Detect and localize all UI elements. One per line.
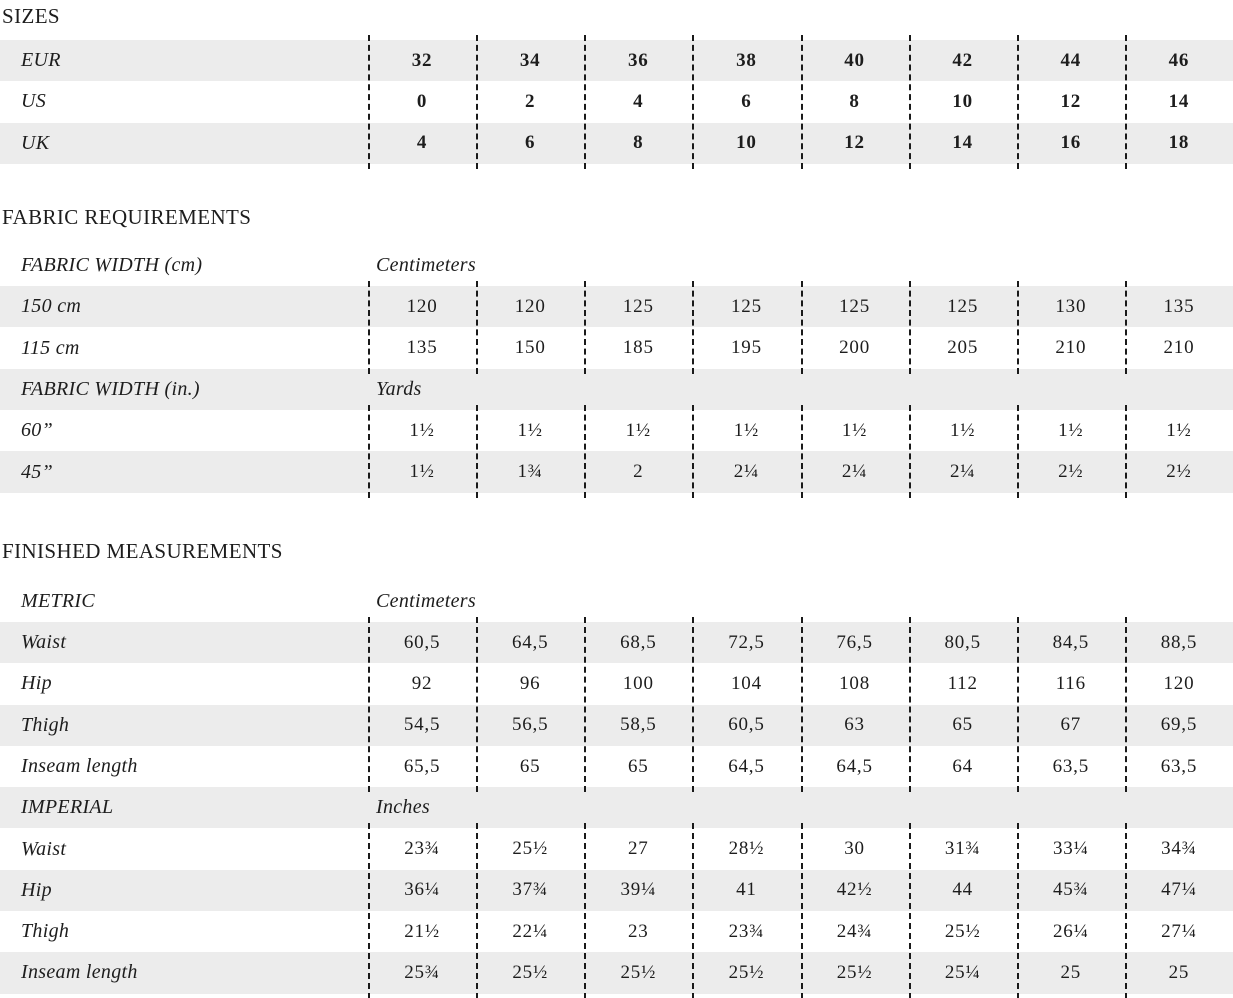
value-cell: 65,5 xyxy=(403,755,441,777)
value-cell: 104 xyxy=(730,672,762,694)
row-label: 150 cm xyxy=(21,295,82,318)
value-cell: 120 xyxy=(406,295,438,317)
value-cell: 23¾ xyxy=(728,920,765,942)
value-cell: 18 xyxy=(1168,132,1190,154)
value-cell: 58,5 xyxy=(620,714,657,736)
row-label: Hip xyxy=(21,672,52,695)
finished-measurements-table xyxy=(0,581,1233,994)
value-cell: 25½ xyxy=(944,920,981,942)
value-cell: 2¼ xyxy=(950,461,976,483)
table-subheader-row xyxy=(0,581,1233,622)
value-cell: 44 xyxy=(1060,49,1082,71)
value-cell: 2½ xyxy=(1058,461,1084,483)
table-row xyxy=(0,286,1233,327)
value-cell: 37¾ xyxy=(512,879,549,901)
value-cell: 60,5 xyxy=(728,714,765,736)
value-cell: 36¼ xyxy=(404,879,440,901)
value-cell: 135 xyxy=(1163,295,1195,317)
table-row xyxy=(0,705,1233,746)
value-cell: 0 xyxy=(416,90,428,112)
value-cell: 2 xyxy=(633,461,644,483)
value-cell: 25½ xyxy=(620,961,657,983)
table-subheader-row xyxy=(0,245,1233,286)
table-row-group xyxy=(0,410,1233,493)
table-row xyxy=(0,746,1233,787)
unit-label: Inches xyxy=(376,796,430,819)
section-title-fabric-requirements: FABRIC REQUIREMENTS xyxy=(2,204,252,229)
value-cell: 92 xyxy=(411,672,433,694)
row-label: UK xyxy=(21,131,50,154)
section-title-sizes: SIZES xyxy=(2,4,61,28)
value-cell: 6 xyxy=(525,132,536,154)
unit-label: Centimeters xyxy=(376,589,476,612)
section-sizes xyxy=(0,0,1233,164)
value-cell: 44 xyxy=(952,879,973,901)
value-cell: 24¾ xyxy=(836,920,873,942)
value-cell: 1¾ xyxy=(517,461,543,483)
value-cell: 96 xyxy=(519,672,541,694)
value-cell: 195 xyxy=(730,337,762,359)
row-label: Hip xyxy=(21,878,52,901)
value-cell: 112 xyxy=(947,672,978,694)
section-fabric-requirements xyxy=(0,206,1233,493)
section-finished-measurements xyxy=(0,540,1233,994)
value-cell: 12 xyxy=(1060,90,1082,112)
value-cell: 56,5 xyxy=(511,714,549,736)
value-cell: 69,5 xyxy=(1160,714,1198,736)
value-cell: 25 xyxy=(1060,961,1082,983)
value-cell: 10 xyxy=(736,132,757,154)
value-cell: 46 xyxy=(1168,49,1190,71)
value-cell: 68,5 xyxy=(620,631,657,653)
value-cell: 26¼ xyxy=(1052,920,1089,942)
value-cell: 210 xyxy=(1163,337,1195,359)
value-cell: 4 xyxy=(633,90,644,112)
value-cell: 1½ xyxy=(409,419,435,441)
value-cell: 33¼ xyxy=(1052,838,1089,860)
value-cell: 45¾ xyxy=(1052,879,1089,901)
value-cell: 64,5 xyxy=(836,755,873,777)
value-cell: 34 xyxy=(519,49,541,71)
value-cell: 135 xyxy=(406,337,438,359)
unit-label: Yards xyxy=(376,377,422,400)
value-cell: 40 xyxy=(844,49,865,71)
table-row xyxy=(0,952,1233,993)
table-row xyxy=(0,81,1233,122)
row-label: Waist xyxy=(21,837,67,860)
value-cell: 64 xyxy=(952,755,973,777)
value-cell: 60,5 xyxy=(403,631,441,653)
table-row xyxy=(0,870,1233,911)
value-cell: 2 xyxy=(525,90,536,112)
row-label: FABRIC WIDTH (in.) xyxy=(21,377,200,400)
value-cell: 64,5 xyxy=(511,631,549,653)
value-cell: 200 xyxy=(839,337,871,359)
value-cell: 125 xyxy=(730,295,762,317)
value-cell: 31¾ xyxy=(944,838,981,860)
value-cell: 42 xyxy=(952,49,973,71)
value-cell: 88,5 xyxy=(1160,631,1198,653)
row-label: 45” xyxy=(21,460,54,483)
table-row xyxy=(0,622,1233,663)
row-label: 60” xyxy=(21,419,54,442)
table-row-group xyxy=(0,828,1233,993)
value-cell: 4 xyxy=(416,132,428,154)
value-cell: 6 xyxy=(741,90,752,112)
value-cell: 116 xyxy=(1055,672,1086,694)
value-cell: 23¾ xyxy=(404,838,440,860)
value-cell: 54,5 xyxy=(403,714,441,736)
value-cell: 28½ xyxy=(728,838,765,860)
value-cell: 1½ xyxy=(950,419,976,441)
value-cell: 32 xyxy=(411,49,433,71)
value-cell: 16 xyxy=(1060,132,1082,154)
row-label: 115 cm xyxy=(21,336,80,359)
value-cell: 14 xyxy=(952,132,973,154)
value-cell: 25 xyxy=(1168,961,1190,983)
value-cell: 125 xyxy=(947,295,979,317)
value-cell: 1½ xyxy=(1166,419,1192,441)
value-cell: 39¼ xyxy=(620,879,657,901)
table-row-group xyxy=(0,622,1233,787)
value-cell: 8 xyxy=(633,132,644,154)
value-cell: 1½ xyxy=(733,419,760,441)
value-cell: 1½ xyxy=(517,419,543,441)
value-cell: 65 xyxy=(628,755,649,777)
value-cell: 72,5 xyxy=(728,631,765,653)
value-cell: 80,5 xyxy=(944,631,981,653)
value-cell: 76,5 xyxy=(836,631,873,653)
value-cell: 25½ xyxy=(836,961,873,983)
value-cell: 2¼ xyxy=(733,461,760,483)
row-label: METRIC xyxy=(21,589,96,612)
table-row xyxy=(0,123,1233,164)
value-cell: 25¼ xyxy=(944,961,981,983)
table-row xyxy=(0,410,1233,451)
value-cell: 205 xyxy=(947,337,979,359)
row-label: IMPERIAL xyxy=(21,796,114,819)
value-cell: 2½ xyxy=(1166,461,1192,483)
table-row-group xyxy=(0,40,1233,164)
row-label: Inseam length xyxy=(21,755,138,777)
sizes-table xyxy=(0,40,1233,164)
row-label: Waist xyxy=(21,631,67,654)
value-cell: 100 xyxy=(622,672,654,694)
value-cell: 1½ xyxy=(625,419,651,441)
row-label: Inseam length xyxy=(21,961,138,984)
table-row xyxy=(0,828,1233,869)
table-row xyxy=(0,451,1233,492)
value-cell: 125 xyxy=(839,295,871,317)
value-cell: 41 xyxy=(736,879,757,901)
table-row xyxy=(0,327,1233,368)
row-label: FABRIC WIDTH (cm) xyxy=(21,254,203,277)
table-row xyxy=(0,911,1233,952)
value-cell: 65 xyxy=(952,714,973,736)
section-title-finished-measurements: FINISHED MEASUREMENTS xyxy=(2,538,283,563)
value-cell: 23 xyxy=(628,920,649,942)
value-cell: 120 xyxy=(1163,672,1195,694)
table-row xyxy=(0,40,1233,81)
unit-label: Centimeters xyxy=(376,254,476,277)
value-cell: 63,5 xyxy=(1052,755,1090,777)
value-cell: 65 xyxy=(519,755,541,777)
value-cell: 27 xyxy=(628,838,649,860)
value-cell: 120 xyxy=(514,295,546,317)
value-cell: 185 xyxy=(622,337,654,359)
value-cell: 1½ xyxy=(841,419,868,441)
value-cell: 25½ xyxy=(512,838,549,860)
value-cell: 12 xyxy=(844,132,865,154)
value-cell: 64,5 xyxy=(728,755,765,777)
value-cell: 25½ xyxy=(512,961,549,983)
table-row xyxy=(0,663,1233,704)
value-cell: 150 xyxy=(514,337,546,359)
value-cell: 67 xyxy=(1060,714,1082,736)
value-cell: 63,5 xyxy=(1160,755,1198,777)
row-label: Thigh xyxy=(21,713,70,736)
value-cell: 130 xyxy=(1055,295,1087,317)
value-cell: 21½ xyxy=(404,920,440,942)
value-cell: 10 xyxy=(952,90,973,112)
value-cell: 36 xyxy=(628,49,649,71)
value-cell: 25¾ xyxy=(404,961,440,983)
value-cell: 1½ xyxy=(1058,419,1084,441)
value-cell: 63 xyxy=(844,714,865,736)
value-cell: 84,5 xyxy=(1052,631,1090,653)
value-cell: 38 xyxy=(736,49,757,71)
value-cell: 108 xyxy=(839,672,871,694)
table-subheader-row xyxy=(0,369,1233,410)
row-label: Thigh xyxy=(21,920,70,943)
fabric-requirements-table xyxy=(0,245,1233,493)
table-subheader-row xyxy=(0,787,1233,828)
table-row-group xyxy=(0,286,1233,369)
value-cell: 22¼ xyxy=(512,920,549,942)
value-cell: 30 xyxy=(844,838,865,860)
value-cell: 14 xyxy=(1168,90,1190,112)
value-cell: 2¼ xyxy=(841,461,868,483)
value-cell: 1½ xyxy=(409,461,435,483)
value-cell: 27¼ xyxy=(1161,920,1197,942)
row-label: US xyxy=(21,90,47,113)
value-cell: 210 xyxy=(1055,337,1087,359)
value-cell: 125 xyxy=(622,295,654,317)
value-cell: 25½ xyxy=(728,961,765,983)
value-cell: 42½ xyxy=(836,879,873,901)
value-cell: 34¾ xyxy=(1161,838,1197,860)
value-cell: 8 xyxy=(849,90,860,112)
value-cell: 47¼ xyxy=(1161,879,1197,901)
row-label: EUR xyxy=(21,49,61,72)
